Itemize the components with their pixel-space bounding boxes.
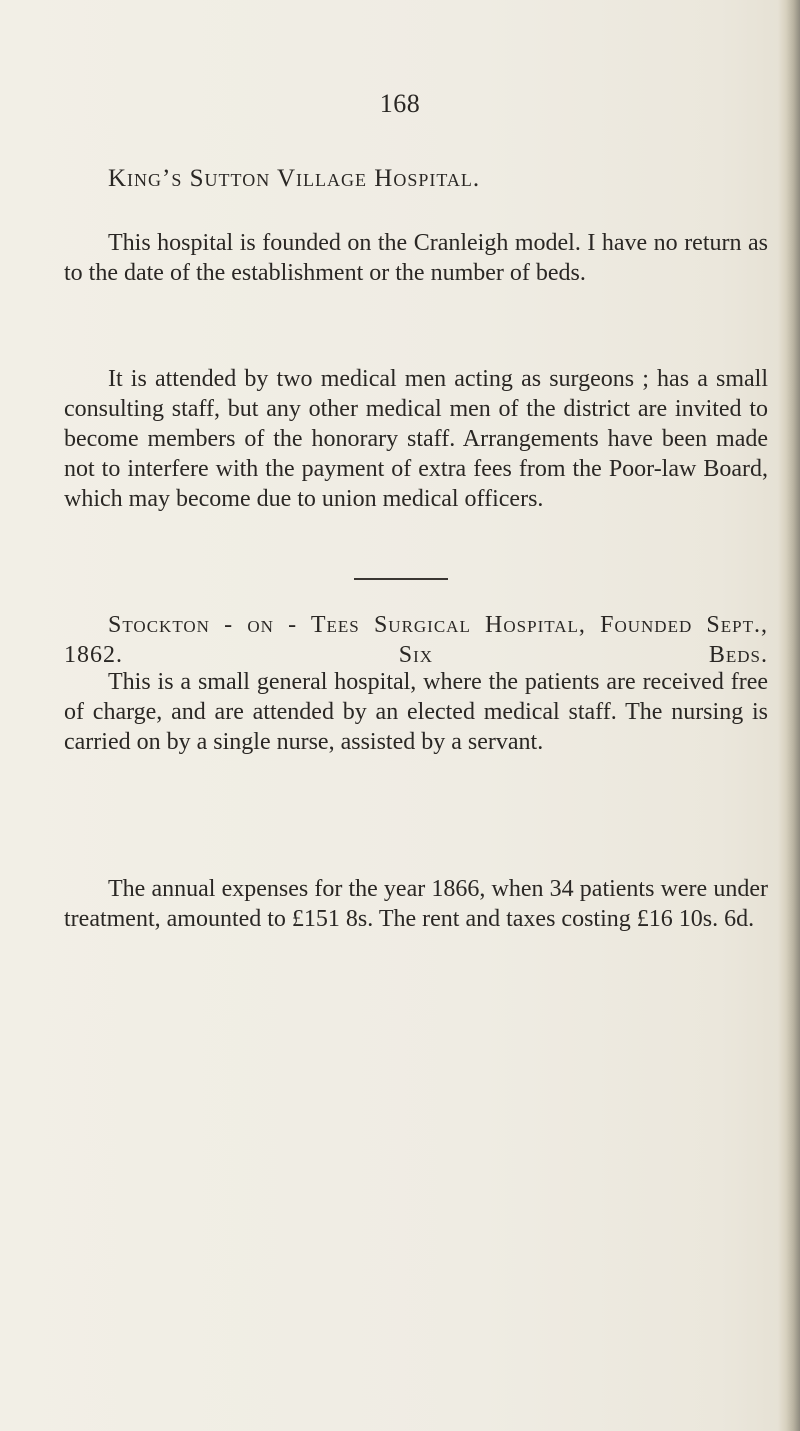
page-gutter-shadow bbox=[778, 0, 800, 1431]
paragraph-founding: This hospital is founded on the Cranleigh model. I have no return as to the date of the establishment or the number of beds. bbox=[64, 230, 768, 286]
section-heading-kings-sutton: King’s Sutton Village Hospital. bbox=[108, 165, 481, 192]
paragraph-staff: It is attended by two medical men acting as surgeons ; has a small consulting staff, but any other medical men of the district are invited to become members of the honorary staff. Arrangements have been made not to interfere with the payment of extra fees from the Poor-law Board, which may become due to union medical officers. bbox=[64, 366, 768, 512]
section-heading-stockton: Stockton - on - Tees Surgical Hospital, Founded Sept., 1862. Six Beds. bbox=[64, 612, 768, 668]
section-divider bbox=[354, 578, 448, 580]
paragraph-annual-expenses: The annual expenses for the year 1866, when 34 patients were under treatment, amounted to £151 8s. The rent and taxes costing £16 10s. 6d. bbox=[64, 876, 768, 932]
page-number: 168 bbox=[379, 89, 421, 118]
paragraph-general-hospital: This is a small general hospital, where the patients are received free of charge, and are attended by an elected medical staff. The nursing is carried on by a single nurse, assisted by a servant. bbox=[64, 669, 768, 755]
